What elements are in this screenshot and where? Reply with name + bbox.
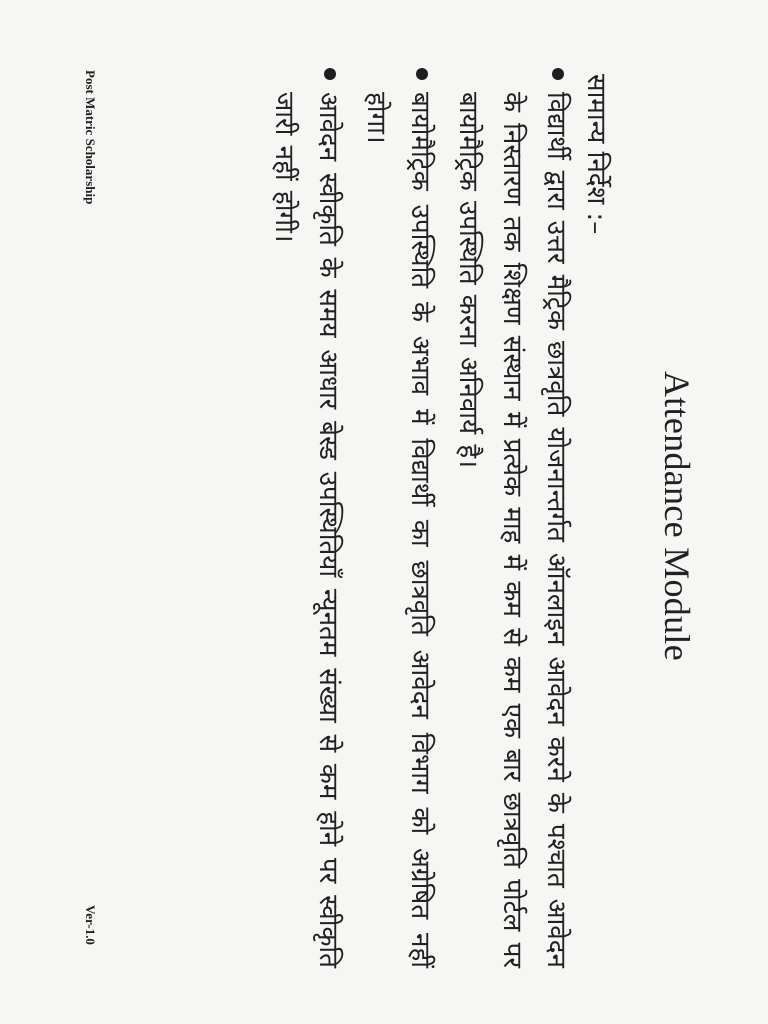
list-item	[354, 68, 442, 968]
list-item-text: बायोमैट्रिक उपस्थिति के अभाव में विद्यार्थी का छात्रवृति आवेदन विभाग को अग्रेषित नहीं होगा।	[361, 92, 435, 968]
list-item	[262, 68, 350, 968]
document-title: Attendance Module	[657, 370, 697, 661]
footer-version: Ver-1.0	[83, 905, 98, 945]
bullet-icon	[416, 68, 428, 80]
list-item-text: आवेदन स्वीकृति के समय आधार बेस्ड उपस्थितियाँ न्यूनतम संख्या से कम होने पर स्वीकृति जारी नहीं होगी।	[269, 92, 343, 968]
bullet-icon	[552, 68, 564, 80]
section-heading: सामान्य निर्देश :–	[581, 74, 611, 235]
bullet-icon	[324, 68, 336, 80]
instruction-list	[258, 68, 578, 968]
footer-scheme-name: Post Matric Scholarship	[83, 70, 98, 205]
list-item-text: विद्यार्थी द्वारा उत्तर मैट्रिक छात्रवृति योजनान्तर्गत ऑनलाइन आवेदन करने के पश्चात आवेदन के निस्तारण तक शिक्षण संस्थान में प्रत्येक माह में कम से कम एक बार छात्रवृति पोर्टल पर बायोमैट्रिक उपस्थिति करना अनिवार्य है।	[453, 92, 571, 968]
list-item	[446, 68, 578, 968]
